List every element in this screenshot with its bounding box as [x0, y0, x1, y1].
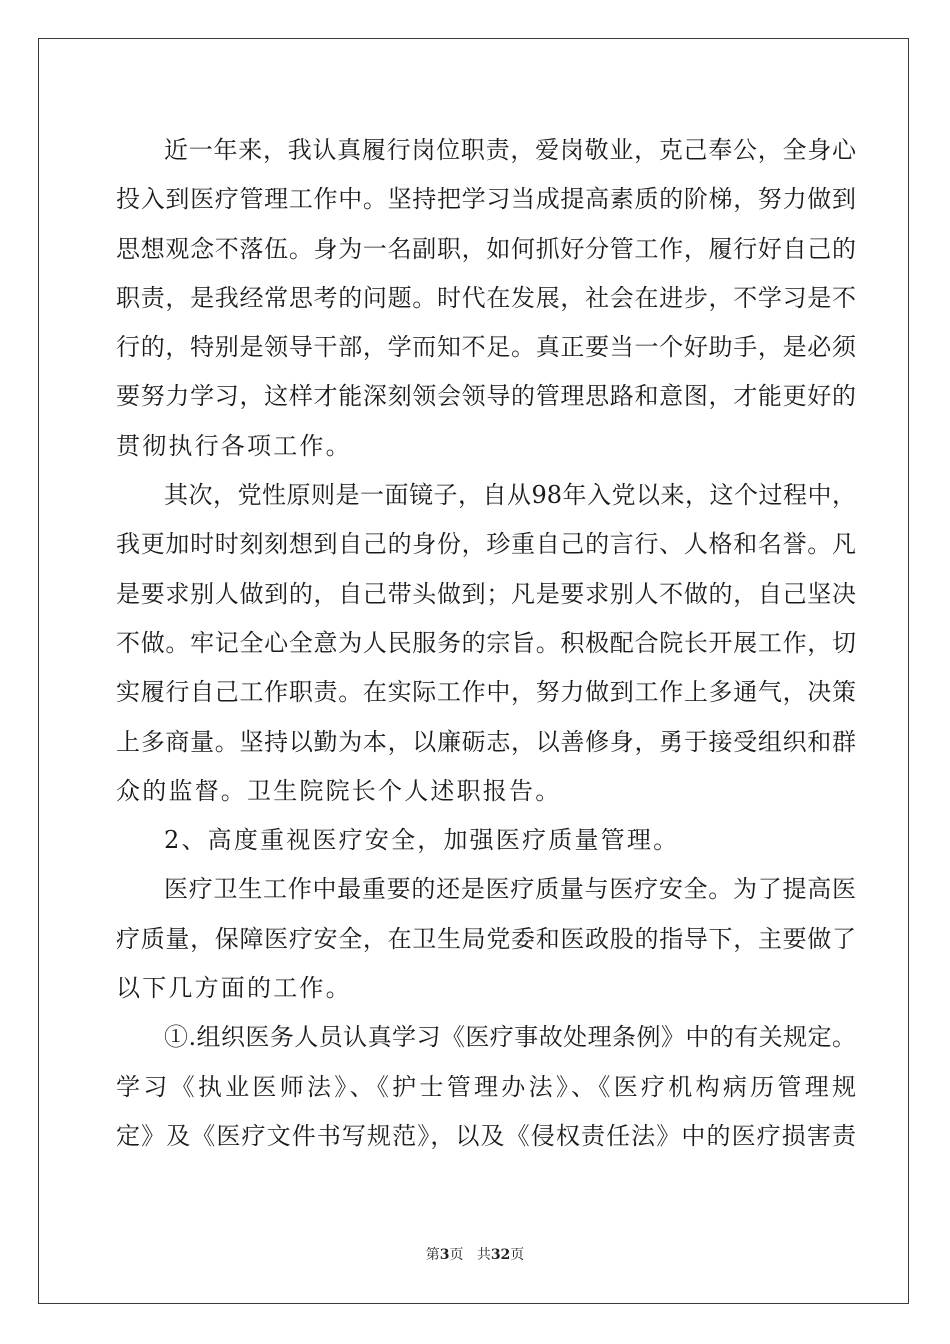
text-line: 不做。牢记全心全意为人民服务的宗旨。积极配合院长开展工作，切 — [116, 628, 856, 657]
total-page-count: 32 — [490, 1247, 511, 1263]
text-line: 其次，党性原则是一面镜子，自从98年入党以来，这个过程中， — [164, 481, 856, 510]
text-line: 要努力学习，这样才能深刻领会领导的管理思路和意图，才能更好的 — [116, 382, 856, 411]
text-line: 上多商量。坚持以勤为本，以廉砺志，以善修身，勇于接受组织和群 — [116, 727, 856, 756]
text-line: 思想观念不落伍。身为一名副职，如何抓好分管工作，履行好自己的 — [116, 234, 856, 263]
document-body — [116, 126, 856, 1161]
page-footer — [0, 1244, 950, 1264]
text-line: ①.组织医务人员认真学习《医疗事故处理条例》中的有关规定。 — [164, 1023, 856, 1052]
current-page-number: 3 — [439, 1247, 450, 1263]
text-line: 以下几方面的工作。 — [116, 974, 352, 1003]
text-line: 疗质量，保障医疗安全，在卫生局党委和医政股的指导下，主要做了 — [116, 924, 856, 953]
text-line: 实履行自己工作职责。在实际工作中，努力做到工作上多通气，决策 — [116, 678, 856, 707]
total-prefix: 共 — [476, 1247, 491, 1263]
text-line: 定》及《医疗文件书写规范》，以及《侵权责任法》中的医疗损害责 — [116, 1121, 856, 1150]
total-unit: 页 — [510, 1247, 525, 1263]
text-line: 贯彻执行各项工作。 — [116, 431, 352, 460]
text-line: 近一年来，我认真履行岗位职责，爱岗敬业，克己奉公，全身心 — [164, 136, 856, 164]
section-heading: 2、高度重视医疗安全，加强医疗质量管理。 — [164, 826, 680, 855]
text-line: 我更加时时刻刻想到自己的身份，珍重自己的言行、人格和名誉。凡 — [116, 530, 856, 559]
text-line: 是要求别人做到的，自己带头做到；凡是要求别人不做的，自己坚决 — [116, 579, 856, 608]
text-line: 医疗卫生工作中最重要的还是医疗质量与医疗安全。为了提高医 — [164, 875, 856, 904]
text-line: 众的监督。卫生院院长个人述职报告。 — [116, 776, 562, 805]
text-line: 行的，特别是领导干部，学而知不足。真正要当一个好助手，是必须 — [116, 333, 856, 362]
text-line: 投入到医疗管理工作中。坚持把学习当成提高素质的阶梯，努力做到 — [116, 185, 856, 214]
page-unit: 页 — [449, 1247, 464, 1263]
text-line: 职责，是我经常思考的问题。时代在发展，社会在进步，不学习是不 — [116, 283, 856, 312]
text-line: 学习《执业医师法》、《护士管理办法》、《医疗机构病历管理规 — [116, 1072, 856, 1101]
page-prefix: 第 — [425, 1247, 440, 1263]
